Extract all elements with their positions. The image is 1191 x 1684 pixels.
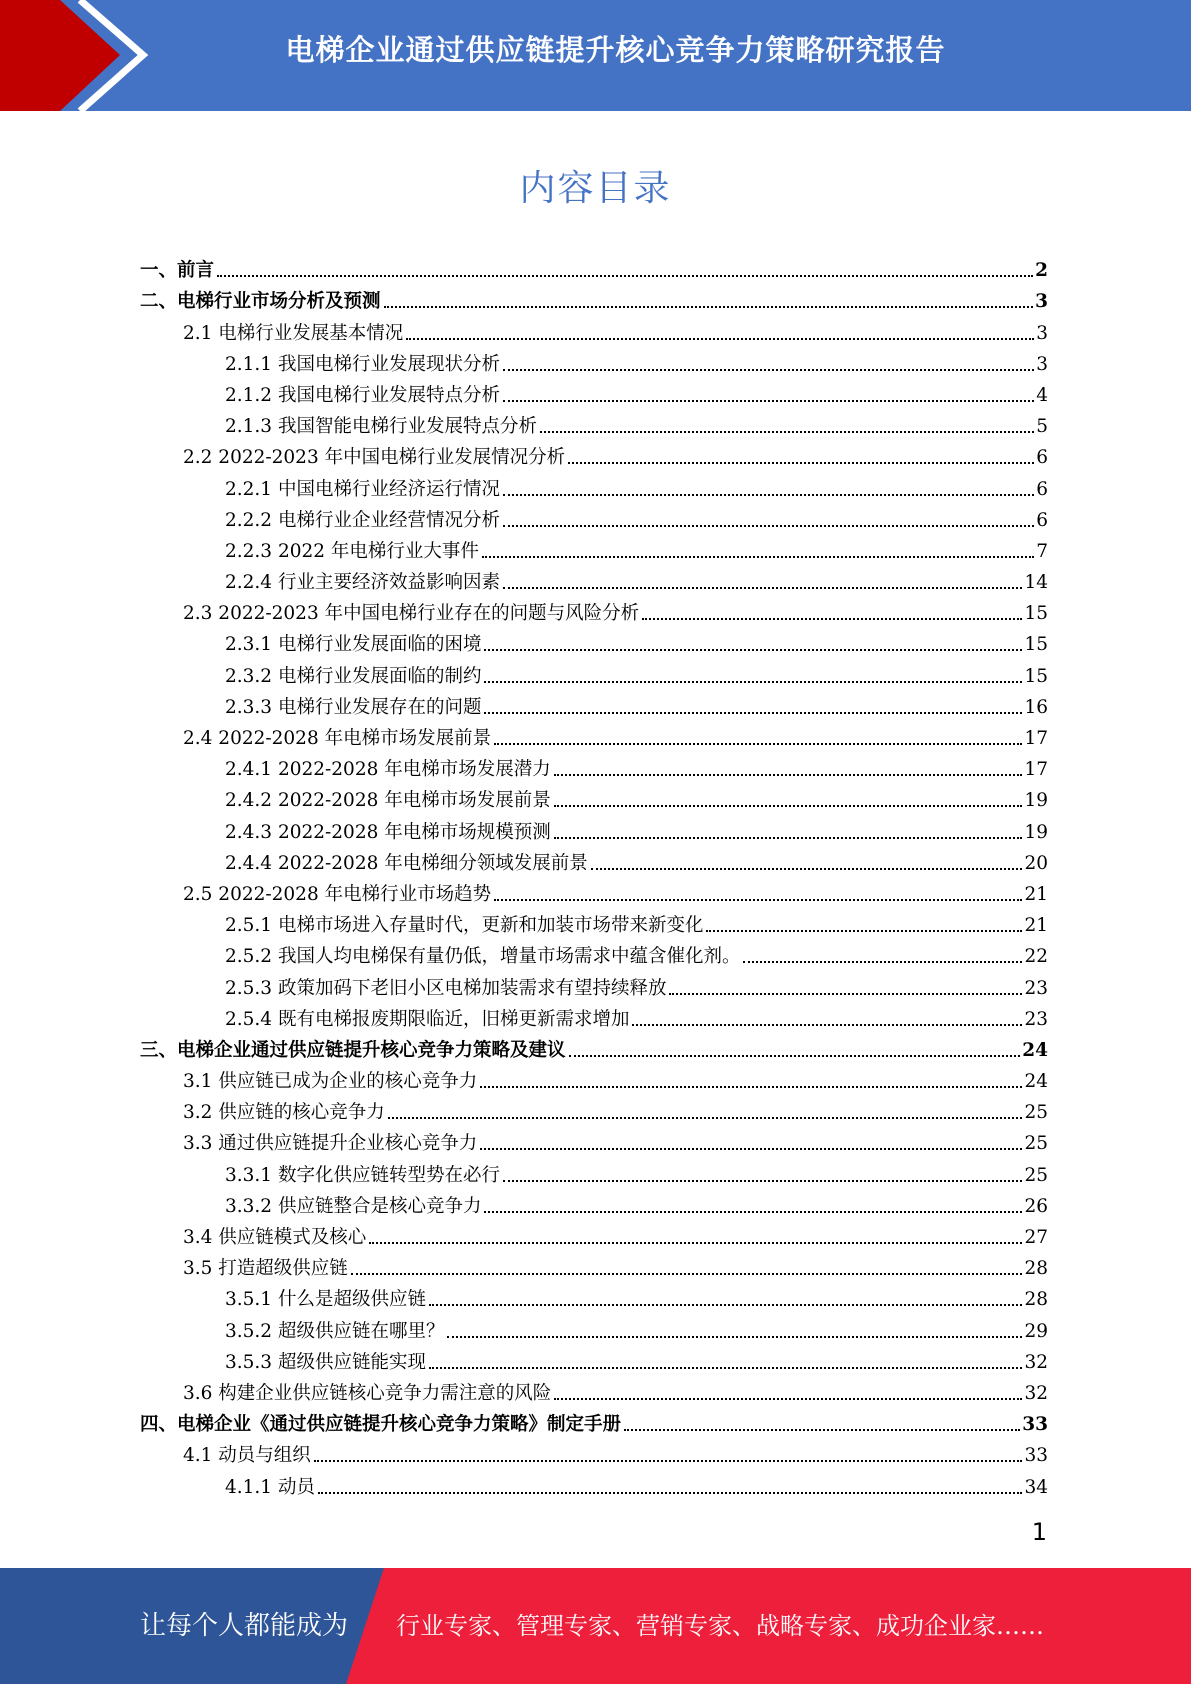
toc-dot-leader — [482, 556, 1034, 558]
toc-entry-label: 2.5.3 政策加码下老旧小区电梯加装需求有望持续释放 — [225, 977, 667, 999]
toc-entry-label: 二、电梯行业市场分析及预测 — [140, 291, 381, 313]
toc-dot-leader — [484, 649, 1022, 651]
toc-dot-leader — [318, 1492, 1023, 1494]
toc-entry-page: 32 — [1024, 1351, 1048, 1373]
toc-entry[interactable] — [140, 1065, 1048, 1096]
footer-banner — [0, 1568, 1191, 1684]
toc-dot-leader — [503, 525, 1034, 527]
toc-entry-label: 2.3 2022-2023 年中国电梯行业存在的问题与风险分析 — [183, 603, 640, 625]
toc-dot-leader — [554, 774, 1023, 776]
toc-entry-label: 2.1 电梯行业发展基本情况 — [183, 322, 404, 344]
toc-entry-label: 2.5.2 我国人均电梯保有量仍低，增量市场需求中蕴含催化剂。 — [225, 946, 741, 968]
toc-dot-leader — [429, 1367, 1022, 1369]
footer-slogan-left: 让每个人都能成为 — [140, 1611, 349, 1641]
toc-entry-page: 6 — [1036, 478, 1048, 500]
toc-entry-label: 2.5.1 电梯市场进入存量时代，更新和加装市场带来新变化 — [225, 915, 704, 937]
toc-entry-label: 三、电梯企业通过供应链提升核心竞争力策略及建议 — [140, 1039, 566, 1061]
toc-dot-leader — [480, 1086, 1022, 1088]
toc-entry-page: 23 — [1024, 1008, 1048, 1030]
toc-dot-leader — [624, 1429, 1020, 1431]
toc-entry-label: 2.2.2 电梯行业企业经营情况分析 — [225, 509, 500, 531]
toc-dot-leader — [494, 899, 1022, 901]
toc-entry-page: 3 — [1035, 291, 1048, 313]
toc-entry[interactable] — [140, 379, 1048, 410]
toc-entry-label: 2.2.3 2022 年电梯行业大事件 — [225, 540, 479, 562]
toc-entry-label: 一、前言 — [140, 260, 215, 282]
toc-dot-leader — [484, 1211, 1022, 1213]
toc-entry-page: 26 — [1024, 1195, 1048, 1217]
toc-entry-label: 2.2.1 中国电梯行业经济运行情况 — [225, 478, 500, 500]
toc-entry[interactable] — [140, 1408, 1048, 1439]
toc-entry-page: 29 — [1024, 1320, 1048, 1342]
toc-entry[interactable] — [140, 316, 1048, 347]
toc-dot-leader — [503, 400, 1034, 402]
toc-dot-leader — [429, 1304, 1022, 1306]
toc-entry[interactable] — [140, 504, 1048, 535]
toc-entry-page: 7 — [1036, 540, 1048, 562]
toc-entry-label: 3.1 供应链已成为企业的核心竞争力 — [183, 1071, 478, 1093]
toc-entry[interactable] — [140, 1003, 1048, 1034]
toc-dot-leader — [484, 681, 1022, 683]
toc-entry-page: 19 — [1024, 821, 1048, 843]
toc-dot-leader — [369, 1242, 1022, 1244]
toc-dot-leader — [743, 961, 1022, 963]
toc-dot-leader — [554, 1398, 1022, 1400]
toc-dot-leader — [503, 369, 1034, 371]
toc-entry-page: 15 — [1024, 665, 1048, 687]
toc-entry-label: 2.3.1 电梯行业发展面临的困境 — [225, 634, 482, 656]
toc-entry[interactable] — [140, 909, 1048, 940]
toc-dot-leader — [494, 743, 1022, 745]
toc-entry[interactable] — [140, 348, 1048, 379]
toc-entry-page: 2 — [1035, 260, 1048, 282]
toc-entry-label: 2.4.2 2022-2028 年电梯市场发展前景 — [225, 790, 551, 812]
toc-entry[interactable] — [140, 1377, 1048, 1408]
toc-entry-page: 25 — [1024, 1133, 1048, 1155]
toc-entry-label: 3.4 供应链模式及核心 — [183, 1227, 367, 1248]
toc-entry-label: 4.1.1 动员 — [225, 1476, 315, 1498]
toc-entry-page: 15 — [1024, 603, 1048, 625]
toc-entry[interactable] — [140, 753, 1048, 784]
toc-entry-label: 2.5.4 既有电梯报废期限临近，旧梯更新需求增加 — [225, 1008, 630, 1030]
toc-entry[interactable] — [140, 1439, 1048, 1470]
toc-entry[interactable] — [140, 1158, 1048, 1189]
toc-entry[interactable] — [140, 285, 1048, 316]
toc-entry[interactable] — [140, 784, 1048, 815]
toc-entry-page: 27 — [1024, 1227, 1048, 1248]
header-banner — [0, 0, 1191, 111]
report-title: 电梯企业通过供应链提升核心竞争力策略研究报告 — [285, 33, 946, 67]
toc-entry[interactable] — [140, 659, 1048, 690]
toc-entry-label: 2.4.4 2022-2028 年电梯细分领域发展前景 — [225, 852, 588, 874]
toc-entry-label: 2.1.1 我国电梯行业发展现状分析 — [225, 353, 500, 375]
toc-dot-leader — [554, 805, 1023, 807]
toc-entry-label: 3.6 构建企业供应链核心竞争力需注意的风险 — [183, 1382, 552, 1404]
toc-dot-leader — [569, 1055, 1021, 1057]
footer-slogan-right: 行业专家、管理专家、营销专家、战略专家、成功企业家…… — [396, 1612, 1044, 1640]
toc-dot-leader — [540, 431, 1034, 433]
toc-entry-label: 3.5 打造超级供应链 — [183, 1258, 348, 1280]
toc-entry-label: 2.4.1 2022-2028 年电梯市场发展潜力 — [225, 759, 551, 781]
toc-entry-label: 2.3.3 电梯行业发展存在的问题 — [225, 696, 482, 718]
toc-entry-page: 17 — [1024, 728, 1048, 749]
toc-list — [140, 254, 1048, 1502]
toc-entry[interactable] — [140, 1283, 1048, 1314]
toc-entry-label: 3.3 通过供应链提升企业核心竞争力 — [183, 1133, 478, 1155]
toc-entry-page: 4 — [1036, 384, 1048, 406]
toc-entry[interactable] — [140, 254, 1048, 285]
toc-entry-label: 2.2 2022-2023 年中国电梯行业发展情况分析 — [183, 447, 566, 469]
toc-entry[interactable] — [140, 441, 1048, 472]
toc-entry[interactable] — [140, 847, 1048, 878]
toc-entry-page: 25 — [1024, 1164, 1048, 1186]
toc-entry-page: 24 — [1022, 1039, 1048, 1061]
toc-entry-page: 3 — [1036, 322, 1048, 344]
toc-entry[interactable] — [140, 1252, 1048, 1283]
toc-entry-page: 25 — [1024, 1102, 1048, 1124]
toc-dot-leader — [351, 1273, 1023, 1275]
toc-entry-page: 17 — [1024, 759, 1048, 781]
toc-entry-label: 3.2 供应链的核心竞争力 — [183, 1102, 385, 1124]
toc-entry[interactable] — [140, 1034, 1048, 1065]
toc-entry[interactable] — [140, 971, 1048, 1002]
toc-entry-label: 2.4.3 2022-2028 年电梯市场规模预测 — [225, 821, 551, 843]
toc-entry-label: 2.3.2 电梯行业发展面临的制约 — [225, 665, 482, 687]
toc-entry-page: 3 — [1036, 353, 1048, 375]
toc-entry-label: 2.1.3 我国智能电梯行业发展特点分析 — [225, 416, 537, 438]
toc-entry-page: 28 — [1024, 1289, 1048, 1311]
toc-entry-page: 33 — [1022, 1414, 1048, 1436]
toc-dot-leader — [503, 587, 1022, 589]
toc-dot-leader — [384, 306, 1034, 308]
toc-entry[interactable] — [140, 1096, 1048, 1127]
toc-entry[interactable] — [140, 1470, 1048, 1501]
toc-entry[interactable] — [140, 472, 1048, 503]
toc-entry[interactable] — [140, 1346, 1048, 1377]
toc-entry[interactable] — [140, 1127, 1048, 1158]
toc-entry-label: 4.1 动员与组织 — [183, 1445, 311, 1467]
toc-dot-leader — [503, 494, 1034, 496]
toc-entry-page: 15 — [1024, 634, 1048, 656]
toc-entry[interactable] — [140, 1221, 1048, 1252]
toc-entry-page: 23 — [1024, 977, 1048, 999]
toc-dot-leader — [642, 618, 1022, 620]
toc-entry[interactable] — [140, 597, 1048, 628]
toc-entry-page: 24 — [1024, 1071, 1048, 1093]
toc-entry[interactable] — [140, 410, 1048, 441]
toc-dot-leader — [669, 993, 1022, 995]
toc-dot-leader — [480, 1148, 1022, 1150]
toc-entry-label: 3.3.1 数字化供应链转型势在必行 — [225, 1164, 500, 1186]
toc-entry-page: 20 — [1024, 852, 1048, 874]
toc-entry[interactable] — [140, 722, 1048, 753]
toc-entry-page: 6 — [1036, 509, 1048, 531]
toc-entry[interactable] — [140, 1314, 1048, 1345]
toc-entry-page: 21 — [1024, 915, 1048, 937]
toc-entry-page: 5 — [1036, 416, 1048, 438]
toc-dot-leader — [447, 1336, 1022, 1338]
toc-entry-label: 3.5.1 什么是超级供应链 — [225, 1289, 426, 1311]
toc-entry-label: 3.3.2 供应链整合是核心竞争力 — [225, 1195, 482, 1217]
toc-entry-label: 3.5.3 超级供应链能实现 — [225, 1351, 426, 1373]
toc-heading: 内容目录 — [519, 168, 672, 209]
toc-entry[interactable] — [140, 566, 1048, 597]
toc-entry-page: 16 — [1024, 696, 1048, 718]
toc-dot-leader — [388, 1117, 1023, 1119]
toc-entry-page: 32 — [1024, 1382, 1048, 1404]
toc-entry[interactable] — [140, 878, 1048, 909]
toc-entry-label: 四、电梯企业《通过供应链提升核心竞争力策略》制定手册 — [140, 1414, 622, 1436]
toc-entry[interactable] — [140, 691, 1048, 722]
toc-dot-leader — [406, 338, 1034, 340]
toc-entry-page: 6 — [1036, 447, 1048, 469]
toc-dot-leader — [632, 1024, 1022, 1026]
toc-entry-label: 3.5.2 超级供应链在哪里？ — [225, 1320, 445, 1342]
toc-entry-label: 2.4 2022-2028 年电梯市场发展前景 — [183, 728, 492, 749]
page-number: 1 — [1031, 1518, 1047, 1546]
toc-dot-leader — [568, 462, 1034, 464]
toc-dot-leader — [484, 712, 1022, 714]
toc-dot-leader — [217, 275, 1033, 277]
toc-entry[interactable] — [140, 628, 1048, 659]
toc-dot-leader — [706, 930, 1022, 932]
toc-entry[interactable] — [140, 940, 1048, 971]
toc-entry-page: 33 — [1024, 1445, 1048, 1467]
toc-entry-page: 19 — [1024, 790, 1048, 812]
toc-dot-leader — [591, 868, 1023, 870]
toc-entry-page: 14 — [1024, 572, 1048, 594]
toc-entry-label: 2.2.4 行业主要经济效益影响因素 — [225, 572, 500, 594]
toc-entry-label: 2.5 2022-2028 年电梯行业市场趋势 — [183, 883, 492, 905]
toc-entry-page: 34 — [1024, 1476, 1048, 1498]
toc-entry-label: 2.1.2 我国电梯行业发展特点分析 — [225, 384, 500, 406]
toc-dot-leader — [314, 1460, 1023, 1462]
toc-entry[interactable] — [140, 1190, 1048, 1221]
toc-entry-page: 21 — [1024, 883, 1048, 905]
toc-dot-leader — [554, 837, 1023, 839]
toc-entry-page: 28 — [1024, 1258, 1048, 1280]
toc-entry[interactable] — [140, 815, 1048, 846]
toc-dot-leader — [503, 1180, 1022, 1182]
toc-entry-page: 22 — [1024, 946, 1048, 968]
toc-entry[interactable] — [140, 535, 1048, 566]
